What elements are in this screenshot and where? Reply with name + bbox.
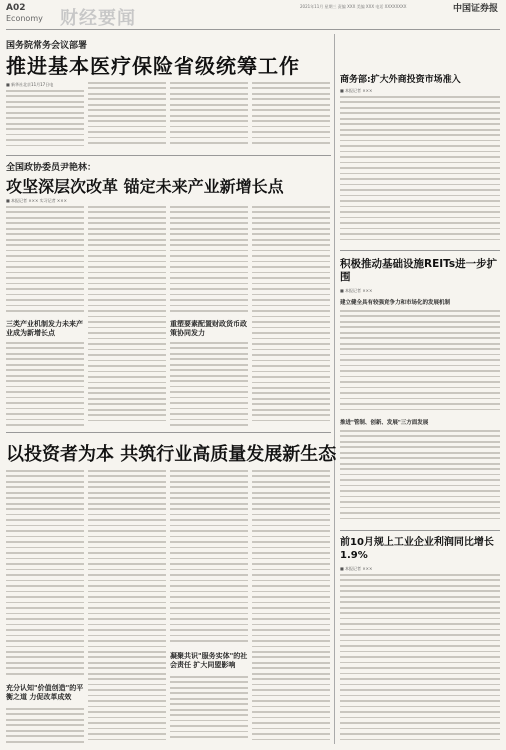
newspaper-name: 中国证券报 [452,4,498,14]
third-headline: 以投资者为本 共筑行业高质量发展新生态 [6,444,337,465]
third-col-1b [6,708,84,746]
page-header [0,0,506,30]
reits-byline: ■ 本报记者 ××× [340,288,373,293]
date-line: 2021年11月 星期三 责编 XXX 美编 XXX 电话 XXXXXXXX [300,4,407,9]
third-col-3a [170,470,248,648]
reits-headline: 积极推动基础设施REITs进一步扩围 [340,258,498,283]
reits-body-2 [340,430,500,526]
second-col-4 [252,206,330,428]
third-col-4 [252,470,330,746]
lead-col-3 [170,82,248,152]
third-subhead-2: 凝聚共识"服务实体"的社会责任 扩大同盟影响 [170,652,248,669]
second-col-3b [170,342,248,428]
lead-col-4 [252,82,330,152]
third-col-1a [6,470,84,680]
third-subhead-1: 充分认知"价值创造"的平衡之道 力促改革成效 [6,684,84,701]
second-col-1b [6,342,84,428]
second-subhead-1: 三类产业机制发力未来产业成为新增长点 [6,320,83,337]
lead-headline: 推进基本医疗保险省级统筹工作 [6,54,300,78]
second-kicker: 全国政协委员尹艳林： [6,163,97,173]
profit-byline: ■ 本报记者 ××× [340,566,373,571]
reits-subhead-2: 推进"管制、创新、发展"三方面发展 [340,420,429,426]
lead-kicker: 国务院常务会议部署 [6,41,88,51]
reits-body-1 [340,310,500,416]
lead-rule [6,155,331,156]
right-rule-2 [340,530,500,531]
profit-body [340,574,500,746]
lead-col-1 [6,90,84,152]
second-col-1a [6,206,84,316]
section-title: 财经要闻 [60,8,136,29]
lead-col-2 [88,82,166,152]
third-col-3b [170,676,248,746]
section-code: A02 [6,3,26,13]
third-col-2 [88,470,166,746]
reits-subhead: 建立健全具有较强竞争力和市场化的发展机制 [340,300,451,306]
header-rule [6,29,500,30]
column-divider [334,34,335,744]
right-top-headline: 商务部:扩大外商投资市场准入 [340,75,461,85]
right-top-byline: ■ 本报记者 ××× [340,88,373,93]
third-rule [6,432,331,433]
profit-headline: 前10月规上工业企业利润同比增长1.9% [340,537,494,561]
second-headline: 攻坚深层次改革 锚定未来产业新增长点 [6,177,284,196]
second-col-2 [88,206,166,428]
section-english: Economy [6,14,43,23]
second-col-3a [170,206,248,316]
second-subhead-2: 重塑要素配置财政货币政策协同发力 [170,320,247,337]
right-top-body [340,96,500,246]
lead-byline: ■ 新华社北京11月17日电 [6,82,54,87]
right-rule-1 [340,250,500,251]
second-byline: ■ 本报记者 ××× 实习记者 ××× [6,198,67,203]
